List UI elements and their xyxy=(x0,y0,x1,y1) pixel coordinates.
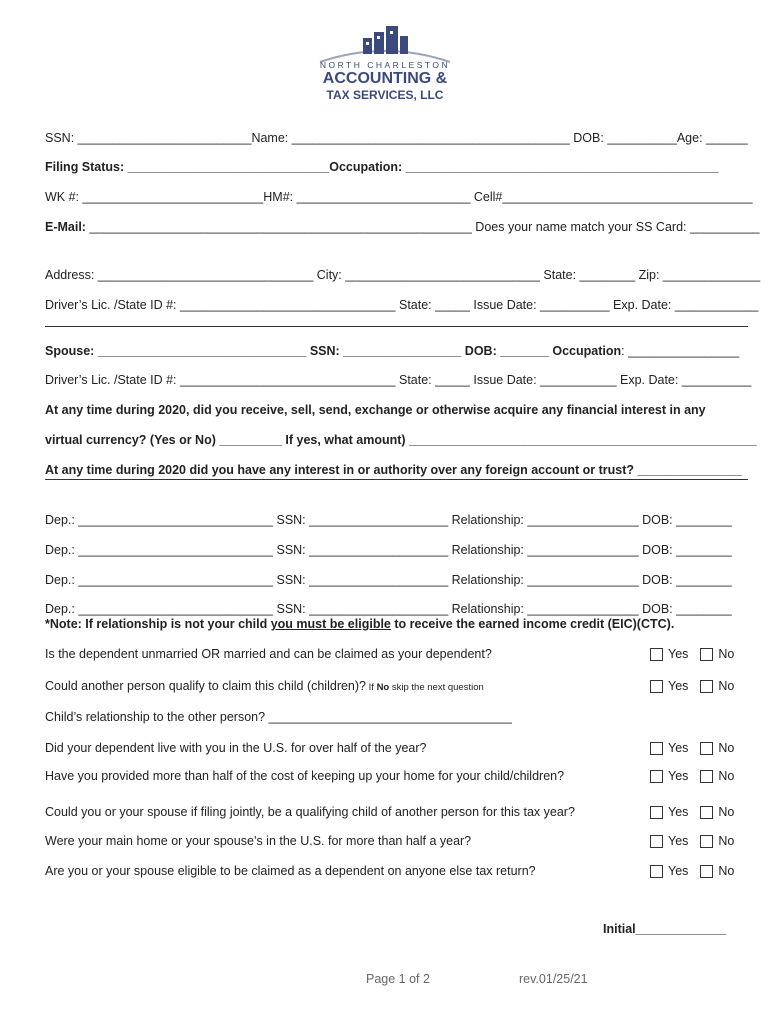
filing-status-row[interactable]: Filing Status: _____________________________Occupation: _____________________________________________ xyxy=(45,160,719,174)
spouse-occupation-field[interactable]: : ________________ xyxy=(621,344,740,358)
no-checkbox[interactable] xyxy=(700,680,713,693)
eic-note-emphasis: you must be eligible xyxy=(270,617,391,631)
yes-no-group xyxy=(650,769,734,783)
spouse-row[interactable] xyxy=(45,344,739,358)
drivers-license-row[interactable]: Driver’s Lic. /State ID #: _______________________________ State: _____ Issue Date: __________ Exp. Date: ____________ xyxy=(45,298,759,312)
yes-checkbox[interactable] xyxy=(650,835,663,848)
foreign-account-question[interactable]: At any time during 2020 did you have any interest in or authority over any foreign account or trust? _______________ xyxy=(45,463,742,477)
logo-line1: NORTH CHARLESTON xyxy=(319,60,451,70)
yes-no-group xyxy=(650,679,734,693)
yes-checkbox[interactable] xyxy=(650,680,663,693)
yes-label: Yes xyxy=(668,647,689,661)
question-lived-with-you: Did your dependent live with you in the U.S. for over half of the year? xyxy=(45,741,427,755)
address-row[interactable]: Address: _______________________________ City: ____________________________ State: ________ Zip: ______________ xyxy=(45,268,761,282)
revision-date: rev.01/25/21 xyxy=(519,972,588,986)
dependent-row[interactable]: Dep.: ____________________________ SSN: ____________________ Relationship: ________________ DOB: ________ xyxy=(45,513,732,527)
question-qualifying-child: Could you or your spouse if filing jointly, be a qualifying child of another person for this tax year? xyxy=(45,805,575,819)
yes-no-group xyxy=(650,864,734,878)
company-logo xyxy=(300,18,470,106)
spouse-fields[interactable]: Spouse: ______________________________ SSN: _________________ DOB: _______ Occupation xyxy=(45,344,622,358)
no-label: No xyxy=(718,741,735,755)
no-checkbox[interactable] xyxy=(700,742,713,755)
eic-note xyxy=(45,617,674,631)
question-text: Could another person qualify to claim this child (children)? xyxy=(45,679,366,693)
yes-label: Yes xyxy=(668,741,689,755)
dependent-row[interactable]: Dep.: ____________________________ SSN: ____________________ Relationship: ________________ DOB: ________ xyxy=(45,573,732,587)
yes-checkbox[interactable] xyxy=(650,865,663,878)
yes-no-group xyxy=(650,741,734,755)
question-main-home-us: Were your main home or your spouse’s in the U.S. for more than half a year? xyxy=(45,834,472,848)
no-label: No xyxy=(718,647,735,661)
yes-checkbox[interactable] xyxy=(650,770,663,783)
yes-label: Yes xyxy=(668,834,689,848)
yes-label: Yes xyxy=(668,864,689,878)
question-half-cost-home: Have you provided more than half of the cost of keeping up your home for your child/children? xyxy=(45,769,565,783)
logo-line2: ACCOUNTING & xyxy=(322,70,448,87)
dependent-row[interactable]: Dep.: ____________________________ SSN: ____________________ Relationship: ________________ DOB: ________ xyxy=(45,602,732,616)
question-unmarried-claimed: Is the dependent unmarried OR married and can be claimed as your dependent? xyxy=(45,647,492,661)
spouse-drivers-license-row[interactable]: Driver’s Lic. /State ID #: _______________________________ State: _____ Issue Date: ___________ Exp. Date: __________ xyxy=(45,373,752,387)
yes-label: Yes xyxy=(668,805,689,819)
email-row[interactable] xyxy=(45,220,760,234)
no-label: No xyxy=(718,834,735,848)
email-field-and-ss-match[interactable]: _______________________________________________________ Does your name match your SS Card: __________ xyxy=(89,220,760,234)
skip-instruction: If No skip the next question xyxy=(366,682,484,693)
virtual-currency-answer-row[interactable]: virtual currency? (Yes or No) _________ If yes, what amount) __________________________________________________ xyxy=(45,433,757,447)
virtual-currency-question: At any time during 2020, did you receive, sell, send, exchange or otherwise acquire any financial interest in any xyxy=(45,403,706,417)
yes-no-group xyxy=(650,805,734,819)
no-checkbox[interactable] xyxy=(700,865,713,878)
section-divider xyxy=(45,479,748,480)
yes-label: Yes xyxy=(668,769,689,783)
section-divider xyxy=(45,326,748,327)
no-checkbox[interactable] xyxy=(700,806,713,819)
phone-numbers-row[interactable]: WK #: __________________________HM#: _________________________ Cell#____________________________________ xyxy=(45,190,753,204)
no-label: No xyxy=(718,769,735,783)
logo-line3: TAX SERVICES, LLC xyxy=(326,88,444,102)
initial-field[interactable]: Initial_____________ xyxy=(603,922,727,936)
no-checkbox[interactable] xyxy=(700,770,713,783)
no-label: No xyxy=(718,679,735,693)
client-ssn-name-dob-row[interactable]: SSN: _________________________Name: ________________________________________ DOB: __________Age: ______ xyxy=(45,131,748,145)
yes-checkbox[interactable] xyxy=(650,742,663,755)
dependent-row[interactable]: Dep.: ____________________________ SSN: ____________________ Relationship: ________________ DOB: ________ xyxy=(45,543,732,557)
eic-note-text: *Note: If relationship is not your child xyxy=(45,617,271,631)
yes-checkbox[interactable] xyxy=(650,806,663,819)
question-child-relationship[interactable]: Child’s relationship to the other person? ___________________________________ xyxy=(45,710,512,724)
yes-no-group xyxy=(650,834,734,848)
yes-checkbox[interactable] xyxy=(650,648,663,661)
question-another-person-qualify xyxy=(45,679,484,693)
yes-label: Yes xyxy=(668,679,689,693)
email-label: E-Mail: xyxy=(45,220,86,234)
no-checkbox[interactable] xyxy=(700,835,713,848)
no-label: No xyxy=(718,864,735,878)
page-number: Page 1 of 2 xyxy=(366,972,430,986)
eic-note-text-end: to receive the earned income credit (EIC)(CTC). xyxy=(390,617,675,631)
no-checkbox[interactable] xyxy=(700,648,713,661)
no-label: No xyxy=(718,805,735,819)
question-claimed-as-dependent: Are you or your spouse eligible to be claimed as a dependent on anyone else tax return? xyxy=(45,864,536,878)
yes-no-group xyxy=(650,647,734,661)
